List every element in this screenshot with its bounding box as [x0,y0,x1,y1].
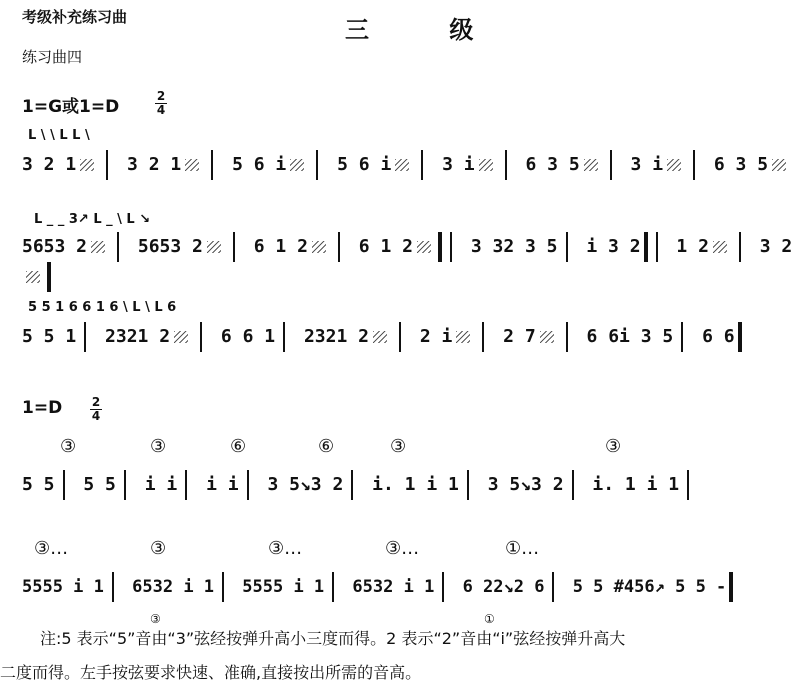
measure: 6532 i 1 [132,577,215,597]
time-signature-1: 2 4 [156,89,166,117]
measure: 2321 2 [303,326,369,347]
footnote-mark-1: ① [484,612,495,626]
measure: 3 5↘3 2 [267,474,344,495]
measure: 3 2 1 [22,154,77,175]
measure: 5653 2 [137,236,203,257]
measure: 6 6 1 [220,326,276,347]
measure: 3 2 1 [127,154,182,175]
string-mark: ③ [150,436,167,457]
measure: 2321 2 [105,326,171,347]
upper-voice-line: 5 5 1 6 6 1 6 \ L \ L 6 [28,300,177,315]
score-row-3 [22,322,742,352]
score-row-2 [22,232,800,292]
measure: 2 7 [503,326,536,347]
string-mark: ③… [268,538,303,559]
score-row-4 [22,470,697,500]
ornament-line-2: L _ _ 3↗ L _ \ L ↘ [34,212,151,227]
measure: 5 5 [22,474,55,495]
score-row-1 [22,150,790,180]
string-mark: ③ [390,436,407,457]
measure: 6 3 5 [713,154,769,175]
piece-title: 练习曲四 [22,48,83,66]
measure: 6 3 5 [525,154,580,175]
measure: i i [144,474,178,495]
string-mark: ③ [60,436,77,457]
string-mark: ⑥ [230,436,247,457]
string-mark: ③… [385,538,420,559]
measure: 5555 i 1 [22,577,104,597]
string-mark: ③ [605,436,622,457]
measure: i. 1 i 1 [372,474,459,495]
string-mark: ⑥ [318,436,335,457]
measure: 5 5 - [675,577,727,597]
measure: 5555 i 1 [242,577,325,597]
level-title: 三 级 [345,16,510,44]
measure: 6 6 [702,326,735,347]
score-row-5 [22,572,733,602]
measure: 5 6 i [232,154,287,175]
key-signature-2: 1=D [22,398,63,418]
footnote-mark-3: ③ [150,612,161,626]
string-mark: ③ [150,538,167,559]
measure: i 3 2 [586,236,641,257]
measure: 6 1 2 [253,236,308,257]
measure: i. 1 i 1 [592,474,680,495]
footnote-line-2: 二度而得。左手按弦要求快速、准确,直接按出所需的音高。 [0,663,422,682]
time-signature-2: 2 4 [91,395,101,423]
measure: 2 i [419,326,453,347]
measure: 5 5 [572,577,604,597]
measure: 6532 i 1 [352,577,435,597]
measure: 3 i [630,154,664,175]
key-signature-1: 1=G或1=D [22,97,120,117]
measure: 3 i [442,154,475,175]
measure: 6 1 2 [358,236,413,257]
measure: 6 22↘2 6 [462,577,545,597]
measure: 3 5↘3 2 [487,474,564,495]
measure: i i [206,474,239,495]
measure: 5 6 i [337,154,392,175]
measure: 1 2 [676,236,709,257]
measure: 5 5 [83,474,116,495]
book-title: 考级补充练习曲 [22,8,128,26]
string-mark: ③… [34,538,69,559]
footnote-line-1: 注:5 表示“5”音由“3”弦经按弹升高小三度而得。2 表示“2”音由“i”弦经按弹升高大 [40,629,626,648]
ornament-line-1: L \ \ L L \ [28,128,90,143]
string-mark: ①… [505,538,540,559]
measure: 3 32 3 5 [470,236,558,257]
measure: 5 5 1 [22,326,77,347]
measure: #456↗ [613,577,665,597]
measure: 5653 2 [22,236,88,257]
measure: 3 2 [759,236,793,257]
measure: 6 6i 3 5 [586,326,674,347]
